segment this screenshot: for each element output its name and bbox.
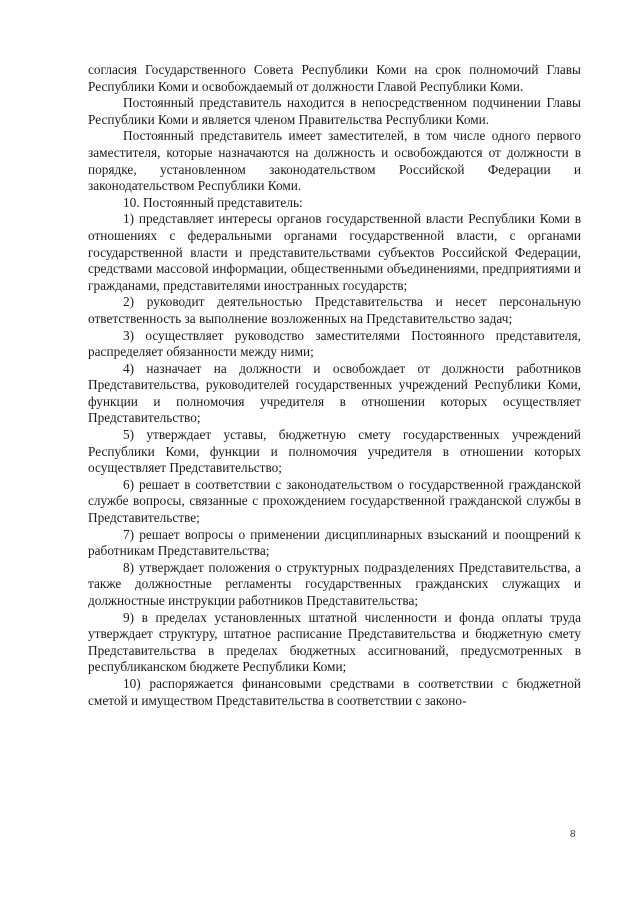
list-item-4: 4) назначает на должности и освобождает от должности работников Представительства, руководителей государственных учреждений Республики Коми, функции и полномочия учредителя в отношении которых осуществляет Представительство;: [88, 360, 581, 426]
list-item-10: 10) распоряжается финансовыми средствами в соответствии с бюджетной сметой и имуществом Представительства в соответствии с законо-: [88, 675, 581, 708]
list-item-5: 5) утверждает уставы, бюджетную смету государственных учреждений Республики Коми, функции и полномочия учредителя в отношении которых осуществляет Представительство;: [88, 427, 581, 476]
list-item-3: 3) осуществляет руководство заместителями Постоянного представителя, распределяет обязанности между ними;: [88, 327, 581, 360]
document-body: [88, 62, 581, 709]
list-item-2: 2) руководит деятельностью Представительства и несет персональную ответственность за выполнение возложенных на Представительство задач;: [88, 294, 581, 326]
list-item-7: 7) решает вопросы о применении дисциплинарных взысканий и поощрений к работникам Представительства;: [88, 526, 581, 559]
paragraph-subordination: Постоянный представитель находится в непосредственном подчинении Главы Республики Коми и является членом Правительства Республики Коми.: [88, 95, 581, 127]
list-item-1: 1) представляет интересы органов государственной власти Республики Коми в отношениях с федеральными органами государственной власти, с органами государственной власти и представительствами субъектов Российской Федерации, средствами массовой информации, общественными объединениями, предприятиями и гражданами, представителями иностранных государств;: [88, 211, 581, 293]
paragraph-deputies: Постоянный представитель имеет заместителей, в том числе одного первого заместителя, которые назначаются на должность и освобождаются от должности в порядке, установленном законодательством Российской Федерации и законодательством Республики Коми.: [88, 128, 581, 194]
section-heading-10: 10. Постоянный представитель:: [123, 194, 303, 210]
list-item-6: 6) решает в соответствии с законодательством о государственной гражданской службе вопросы, связанные с прохождением государственной гражданской службы в Представительстве;: [88, 476, 581, 526]
paragraph-continuation: согласия Государственного Совета Республики Коми на срок полномочий Главы Республики Коми и освобождаемый от должности Главой Республики Коми.: [88, 62, 581, 94]
list-item-8: 8) утверждает положения о структурных подразделениях Представительства, а также должностные регламенты государственных гражданских служащих и должностные инструкции работников Представительства;: [88, 559, 581, 608]
page-number: 8: [570, 828, 576, 840]
list-item-9: 9) в пределах установленных штатной численности и фонда оплаты труда утверждает структуру, штатное расписание Представительства и бюджетную смету Представительства в пределах бюджетных ассигнований, предусмотренных в республиканском бюджете Республики Коми;: [88, 609, 581, 675]
